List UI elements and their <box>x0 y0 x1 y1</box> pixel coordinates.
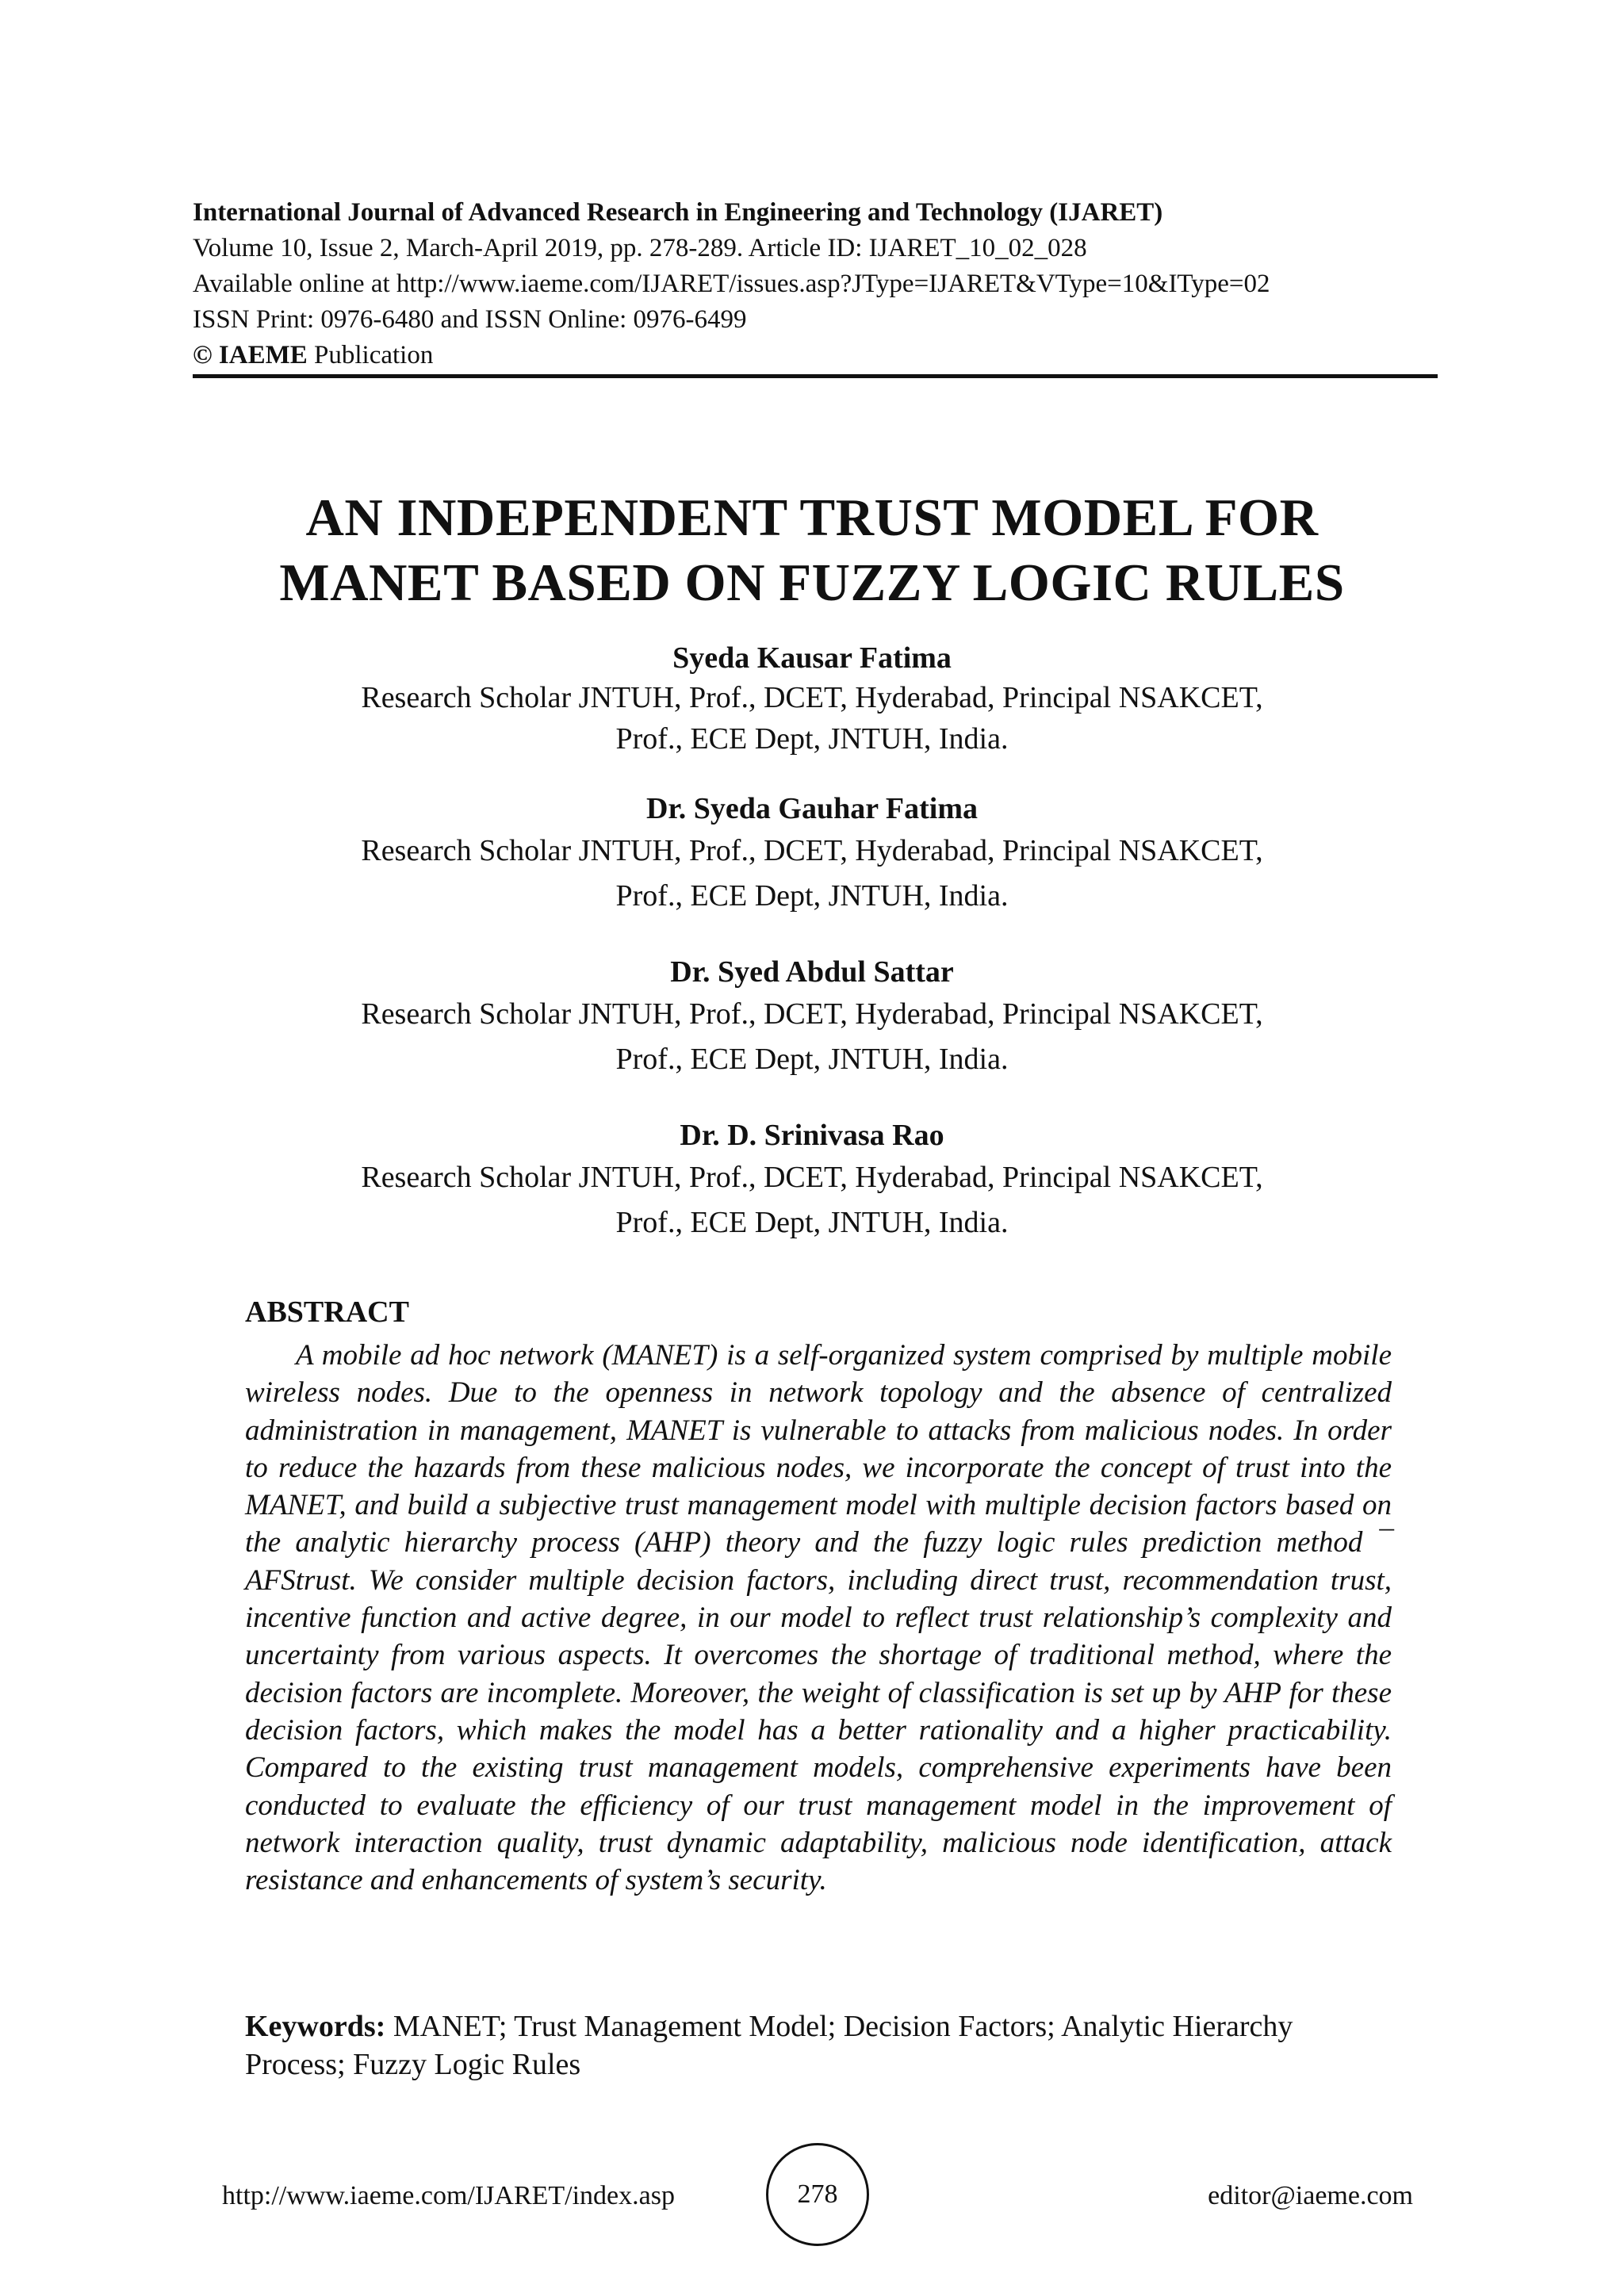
journal-online-line: Available online at http://www.iaeme.com/IJARET/issues.asp?JType=IJARET&VType=10&IType=02 <box>193 270 1270 298</box>
author-affiliation: Research Scholar JNTUH, Prof., DCET, Hyderabad, Principal NSAKCET, <box>361 1161 1263 1194</box>
journal-issn-line: ISSN Print: 0976-6480 and ISSN Online: 0976-6499 <box>193 305 747 334</box>
page-number-text: 278 <box>797 2179 838 2209</box>
author-affiliation: Prof., ECE Dept, JNTUH, India. <box>615 1206 1009 1239</box>
keywords-text: MANET; Trust Management Model; Decision Factors; Analytic Hierarchy Process; Fuzzy Logic Rules <box>245 2010 1293 2081</box>
author-affiliation: Research Scholar JNTUH, Prof., DCET, Hyderabad, Principal NSAKCET, <box>361 681 1263 714</box>
author-name: Dr. Syeda Gauhar Fatima <box>645 792 979 825</box>
author-name: Syeda Kausar Fatima <box>672 641 952 675</box>
author-block <box>0 639 1624 790</box>
author-block <box>0 790 1624 953</box>
page-number <box>766 2143 869 2246</box>
keywords-label: Keywords: <box>245 2010 386 2043</box>
header-divider <box>193 374 1438 378</box>
footer-url: http://www.iaeme.com/IJARET/index.asp <box>222 2181 675 2210</box>
publisher-mark: © IAEME <box>193 341 308 369</box>
paper-title-line-1: AN INDEPENDENT TRUST MODEL FOR <box>305 488 1319 547</box>
author-name: Dr. D. Srinivasa Rao <box>680 1119 944 1152</box>
publisher-line <box>193 338 1438 373</box>
author-list <box>0 639 1624 1275</box>
author-affiliation: Research Scholar JNTUH, Prof., DCET, Hyderabad, Principal NSAKCET, <box>361 834 1263 867</box>
keywords <box>245 2007 1392 2084</box>
abstract-text: A mobile ad hoc network (MANET) is a self-organized system comprised by multiple mobile wireless nodes. Due to the openness in network topology and the absence of centralized administration in management, MANET is vulnerable to attacks from malicious nodes. In order to reduce the hazards from these malicious nodes, we incorporate the concept of trust into the MANET, and build a subjective trust management model with multiple decision factors based on the analytic hierarchy process (AHP) theory and the fuzzy logic rules prediction method ¯ AFStrust. We consider multiple decision factors, including direct trust, recommendation trust, incentive function and active degree, in our model to reflect trust relationship’s complexity and uncertainty from various aspects. It overcomes the shortage of traditional method, where the decision factors are incomplete. Moreover, the weight of classification is set up by AHP for these decision factors, which makes the model has a better rationality and a higher practicability. Compared to the existing trust management models, comprehensive experiments have been conducted to evaluate the efficiency of our trust management model in the improvement of network interaction quality, trust dynamic adaptability, malicious node identification, attack resistance and enhancements of system’s security. <box>245 1339 1392 1897</box>
author-name: Dr. Syed Abdul Sattar <box>670 955 954 989</box>
journal-header <box>193 195 1438 373</box>
author-affiliation: Prof., ECE Dept, JNTUH, India. <box>615 879 1009 913</box>
author-affiliation: Prof., ECE Dept, JNTUH, India. <box>615 722 1009 756</box>
abstract-heading: ABSTRACT <box>245 1295 409 1329</box>
author-block <box>0 1116 1624 1275</box>
footer-email: editor@iaeme.com <box>1208 2181 1413 2210</box>
author-block <box>0 953 1624 1116</box>
author-affiliation: Prof., ECE Dept, JNTUH, India. <box>615 1043 1009 1076</box>
author-affiliation: Research Scholar JNTUH, Prof., DCET, Hyderabad, Principal NSAKCET, <box>361 997 1263 1031</box>
journal-title: International Journal of Advanced Research in Engineering and Technology (IJARET) <box>193 198 1163 227</box>
journal-volume-line: Volume 10, Issue 2, March-April 2019, pp. 278-289. Article ID: IJARET_10_02_028 <box>193 234 1087 262</box>
paper-title <box>0 485 1624 615</box>
publisher-suffix: Publication <box>307 341 434 369</box>
paper-title-line-2: MANET BASED ON FUZZY LOGIC RULES <box>279 553 1345 612</box>
